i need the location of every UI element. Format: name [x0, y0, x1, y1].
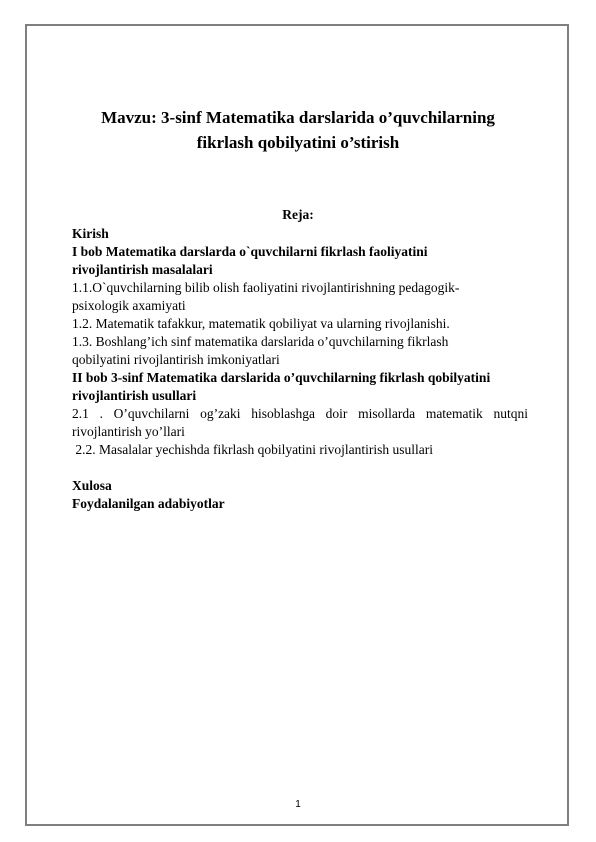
plan-heading: Reja:: [282, 207, 314, 222]
toc-item-1-2: 1.2. Matematik tafakkur, matematik qobiliyat va ularning rivojlanishi.: [72, 316, 450, 331]
toc-item-1-3-line2: qobilyatini rivojlantirish imkoniyatlari: [72, 352, 280, 367]
toc-item-2-2: 2.2. Masalalar yechishda fikrlash qobilyatini rivojlantirish usullari: [72, 442, 434, 457]
toc-item-1-3-line1: 1.3. Boshlang’ich sinf matematika darslarida o’quvchilarning fikrlash: [72, 334, 449, 349]
toc-chapter1-line2: rivojlantirish masalalari: [72, 262, 213, 277]
toc-item-2-1-line2: rivojlantirish yo’llari: [72, 424, 185, 439]
toc-chapter1-line1: I bob Matematika darslarda o`quvchilarni fikrlash faoliyatini: [72, 244, 428, 259]
toc-conclusion: Xulosa: [72, 478, 112, 493]
toc-chapter2-line1: II bob 3-sinf Matematika darslarida o’quvchilarning fikrlash qobilyatini: [72, 370, 491, 385]
page-number: 1: [295, 799, 301, 810]
title-line-2: fikrlash qobilyatini o’stirish: [196, 133, 400, 152]
table-of-contents: [72, 225, 528, 513]
toc-item-2-1-line1: 2.1 . O’quvchilarni og’zaki hisoblashga doir misollarda matematik nutqni: [72, 406, 528, 421]
toc-introduction: Kirish: [72, 226, 109, 241]
toc-item-1-1-line1: 1.1.O`quvchilarning bilib olish faoliyatini rivojlantirishning pedagogik-: [72, 280, 460, 295]
toc-item-1-1-line2: psixologik axamiyati: [72, 298, 186, 313]
title-line-1: Mavzu: 3-sinf Matematika darslarida o’quvchilarning: [101, 108, 495, 127]
document-title: [60, 105, 536, 155]
toc-references: Foydalanilgan adabiyotlar: [72, 496, 225, 511]
toc-chapter2-line2: rivojlantirish usullari: [72, 388, 197, 403]
toc-spacer: [72, 459, 528, 477]
